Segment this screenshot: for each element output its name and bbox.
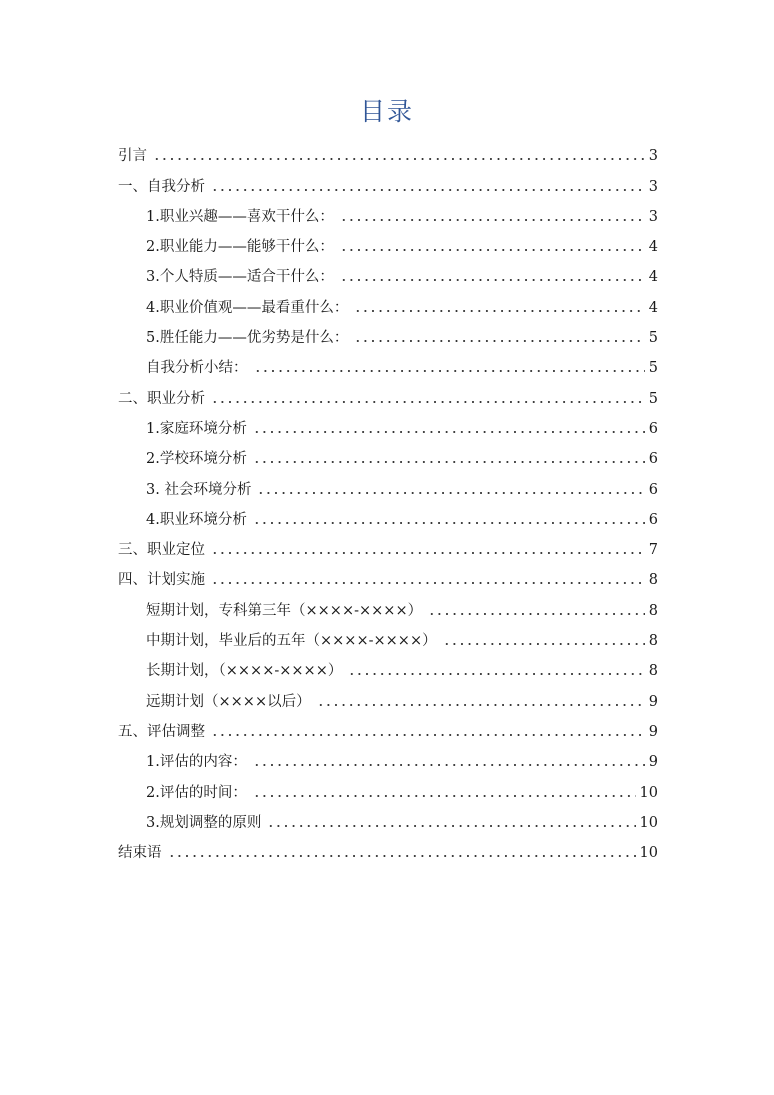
- toc-entry-page-number: 6: [648, 481, 658, 498]
- toc-dot-leader: [354, 308, 644, 314]
- toc-dot-leader: [257, 490, 644, 496]
- toc-dot-leader: [253, 762, 645, 768]
- toc-entry-label: 二、职业分析: [118, 390, 205, 407]
- toc-entry[interactable]: [118, 653, 658, 683]
- toc-entry-label: 4.职业环境分析: [146, 511, 247, 528]
- toc-title: 目录: [359, 97, 414, 126]
- toc-dot-leader: [253, 429, 645, 435]
- toc-entry-page-number: 10: [639, 814, 658, 831]
- toc-entry[interactable]: [118, 380, 658, 410]
- toc-dot-leader: [168, 853, 636, 859]
- toc-entry[interactable]: [118, 835, 658, 865]
- toc-entry-page-number: 10: [639, 784, 658, 801]
- toc-entry[interactable]: [118, 289, 658, 319]
- toc-dot-leader: [211, 732, 645, 738]
- toc-entry-label: 2.评估的时间：: [146, 784, 247, 801]
- toc-entry-page-number: 6: [648, 451, 658, 468]
- toc-dot-leader: [253, 459, 645, 465]
- toc-entry-page-number: 5: [648, 330, 658, 347]
- toc-entry-page-number: 6: [648, 420, 658, 437]
- toc-entry-label: 5.胜任能力——优劣势是什么：: [146, 330, 349, 347]
- toc-entry[interactable]: [118, 592, 658, 622]
- toc-dot-leader: [443, 641, 645, 647]
- toc-entry-page-number: 3: [648, 178, 658, 195]
- table-of-contents: [118, 138, 658, 865]
- toc-entry-page-number: 7: [648, 542, 658, 559]
- toc-entry-page-number: 4: [648, 269, 658, 286]
- toc-entry[interactable]: [118, 714, 658, 744]
- toc-dot-leader: [254, 368, 645, 374]
- toc-entry-page-number: 8: [648, 663, 658, 680]
- toc-dot-leader: [211, 399, 645, 405]
- toc-entry[interactable]: [118, 502, 658, 532]
- toc-dot-leader: [253, 520, 645, 526]
- toc-entry-page-number: 5: [648, 390, 658, 407]
- toc-dot-leader: [253, 793, 636, 799]
- toc-entry-label: 引言: [118, 148, 147, 165]
- toc-entry-label: 中期计划，毕业后的五年（××××-××××）: [146, 633, 437, 650]
- toc-entry-label: 1.评估的内容：: [146, 754, 247, 771]
- toc-entry-page-number: 4: [648, 239, 658, 256]
- toc-entry-page-number: 8: [648, 633, 658, 650]
- toc-entry-page-number: 5: [648, 360, 658, 377]
- toc-entry-page-number: 10: [639, 845, 658, 862]
- toc-entry[interactable]: [118, 168, 658, 198]
- toc-entry-label: 一、自我分析: [118, 178, 205, 195]
- toc-entry[interactable]: [118, 411, 658, 441]
- toc-entry-label: 3.个人特质——适合干什么：: [146, 269, 334, 286]
- toc-entry[interactable]: [118, 259, 658, 289]
- toc-dot-leader: [317, 702, 645, 708]
- toc-dot-leader: [211, 580, 645, 586]
- toc-entry-label: 三、职业定位: [118, 542, 205, 559]
- toc-entry[interactable]: [118, 229, 658, 259]
- toc-entry-label: 短期计划，专科第三年（××××-××××）: [146, 602, 423, 619]
- toc-entry-label: 五、评估调整: [118, 723, 205, 740]
- toc-entry[interactable]: [118, 532, 658, 562]
- toc-entry-label: 结束语: [118, 845, 162, 862]
- toc-dot-leader: [340, 277, 645, 283]
- toc-entry-page-number: 9: [648, 693, 658, 710]
- toc-entry[interactable]: [118, 683, 658, 713]
- toc-entry[interactable]: [118, 350, 658, 380]
- toc-entry-page-number: 3: [648, 208, 658, 225]
- toc-entry-label: 2.学校环境分析: [146, 451, 247, 468]
- toc-dot-leader: [211, 187, 645, 193]
- toc-entry-label: 四、计划实施: [118, 572, 205, 589]
- toc-entry-label: 3.规划调整的原则: [146, 814, 262, 831]
- toc-dot-leader: [428, 611, 645, 617]
- toc-dot-leader: [211, 550, 645, 556]
- toc-entry-label: 1.家庭环境分析: [146, 420, 247, 437]
- toc-dot-leader: [348, 671, 644, 677]
- toc-entry-label: 3. 社会环境分析: [146, 481, 252, 498]
- toc-dot-leader: [340, 247, 645, 253]
- toc-entry[interactable]: [118, 623, 658, 653]
- toc-entry-label: 长期计划，（××××-××××）: [146, 663, 343, 680]
- toc-entry[interactable]: [118, 774, 658, 804]
- toc-entry[interactable]: [118, 199, 658, 229]
- toc-entry-page-number: 9: [648, 754, 658, 771]
- toc-dot-leader: [340, 217, 645, 223]
- toc-entry[interactable]: [118, 138, 658, 168]
- toc-entry-label: 4.职业价值观——最看重什么：: [146, 299, 349, 316]
- toc-dot-leader: [354, 338, 644, 344]
- toc-entry[interactable]: [118, 805, 658, 835]
- toc-entry-label: 1.职业兴趣——喜欢干什么：: [146, 208, 334, 225]
- toc-dot-leader: [153, 156, 645, 162]
- toc-entry-label: 2.职业能力——能够干什么：: [146, 239, 334, 256]
- toc-dot-leader: [267, 823, 635, 829]
- toc-entry[interactable]: [118, 441, 658, 471]
- toc-entry-page-number: 4: [648, 299, 658, 316]
- toc-entry[interactable]: [118, 562, 658, 592]
- toc-entry-page-number: 3: [648, 148, 658, 165]
- toc-entry-page-number: 9: [648, 723, 658, 740]
- toc-entry[interactable]: [118, 744, 658, 774]
- toc-entry-page-number: 8: [648, 602, 658, 619]
- toc-entry[interactable]: [118, 320, 658, 350]
- toc-entry[interactable]: [118, 471, 658, 501]
- toc-entry-label: 远期计划（××××以后）: [146, 693, 311, 710]
- toc-entry-page-number: 8: [648, 572, 658, 589]
- toc-entry-page-number: 6: [648, 511, 658, 528]
- toc-entry-label: 自我分析小结：: [146, 360, 248, 377]
